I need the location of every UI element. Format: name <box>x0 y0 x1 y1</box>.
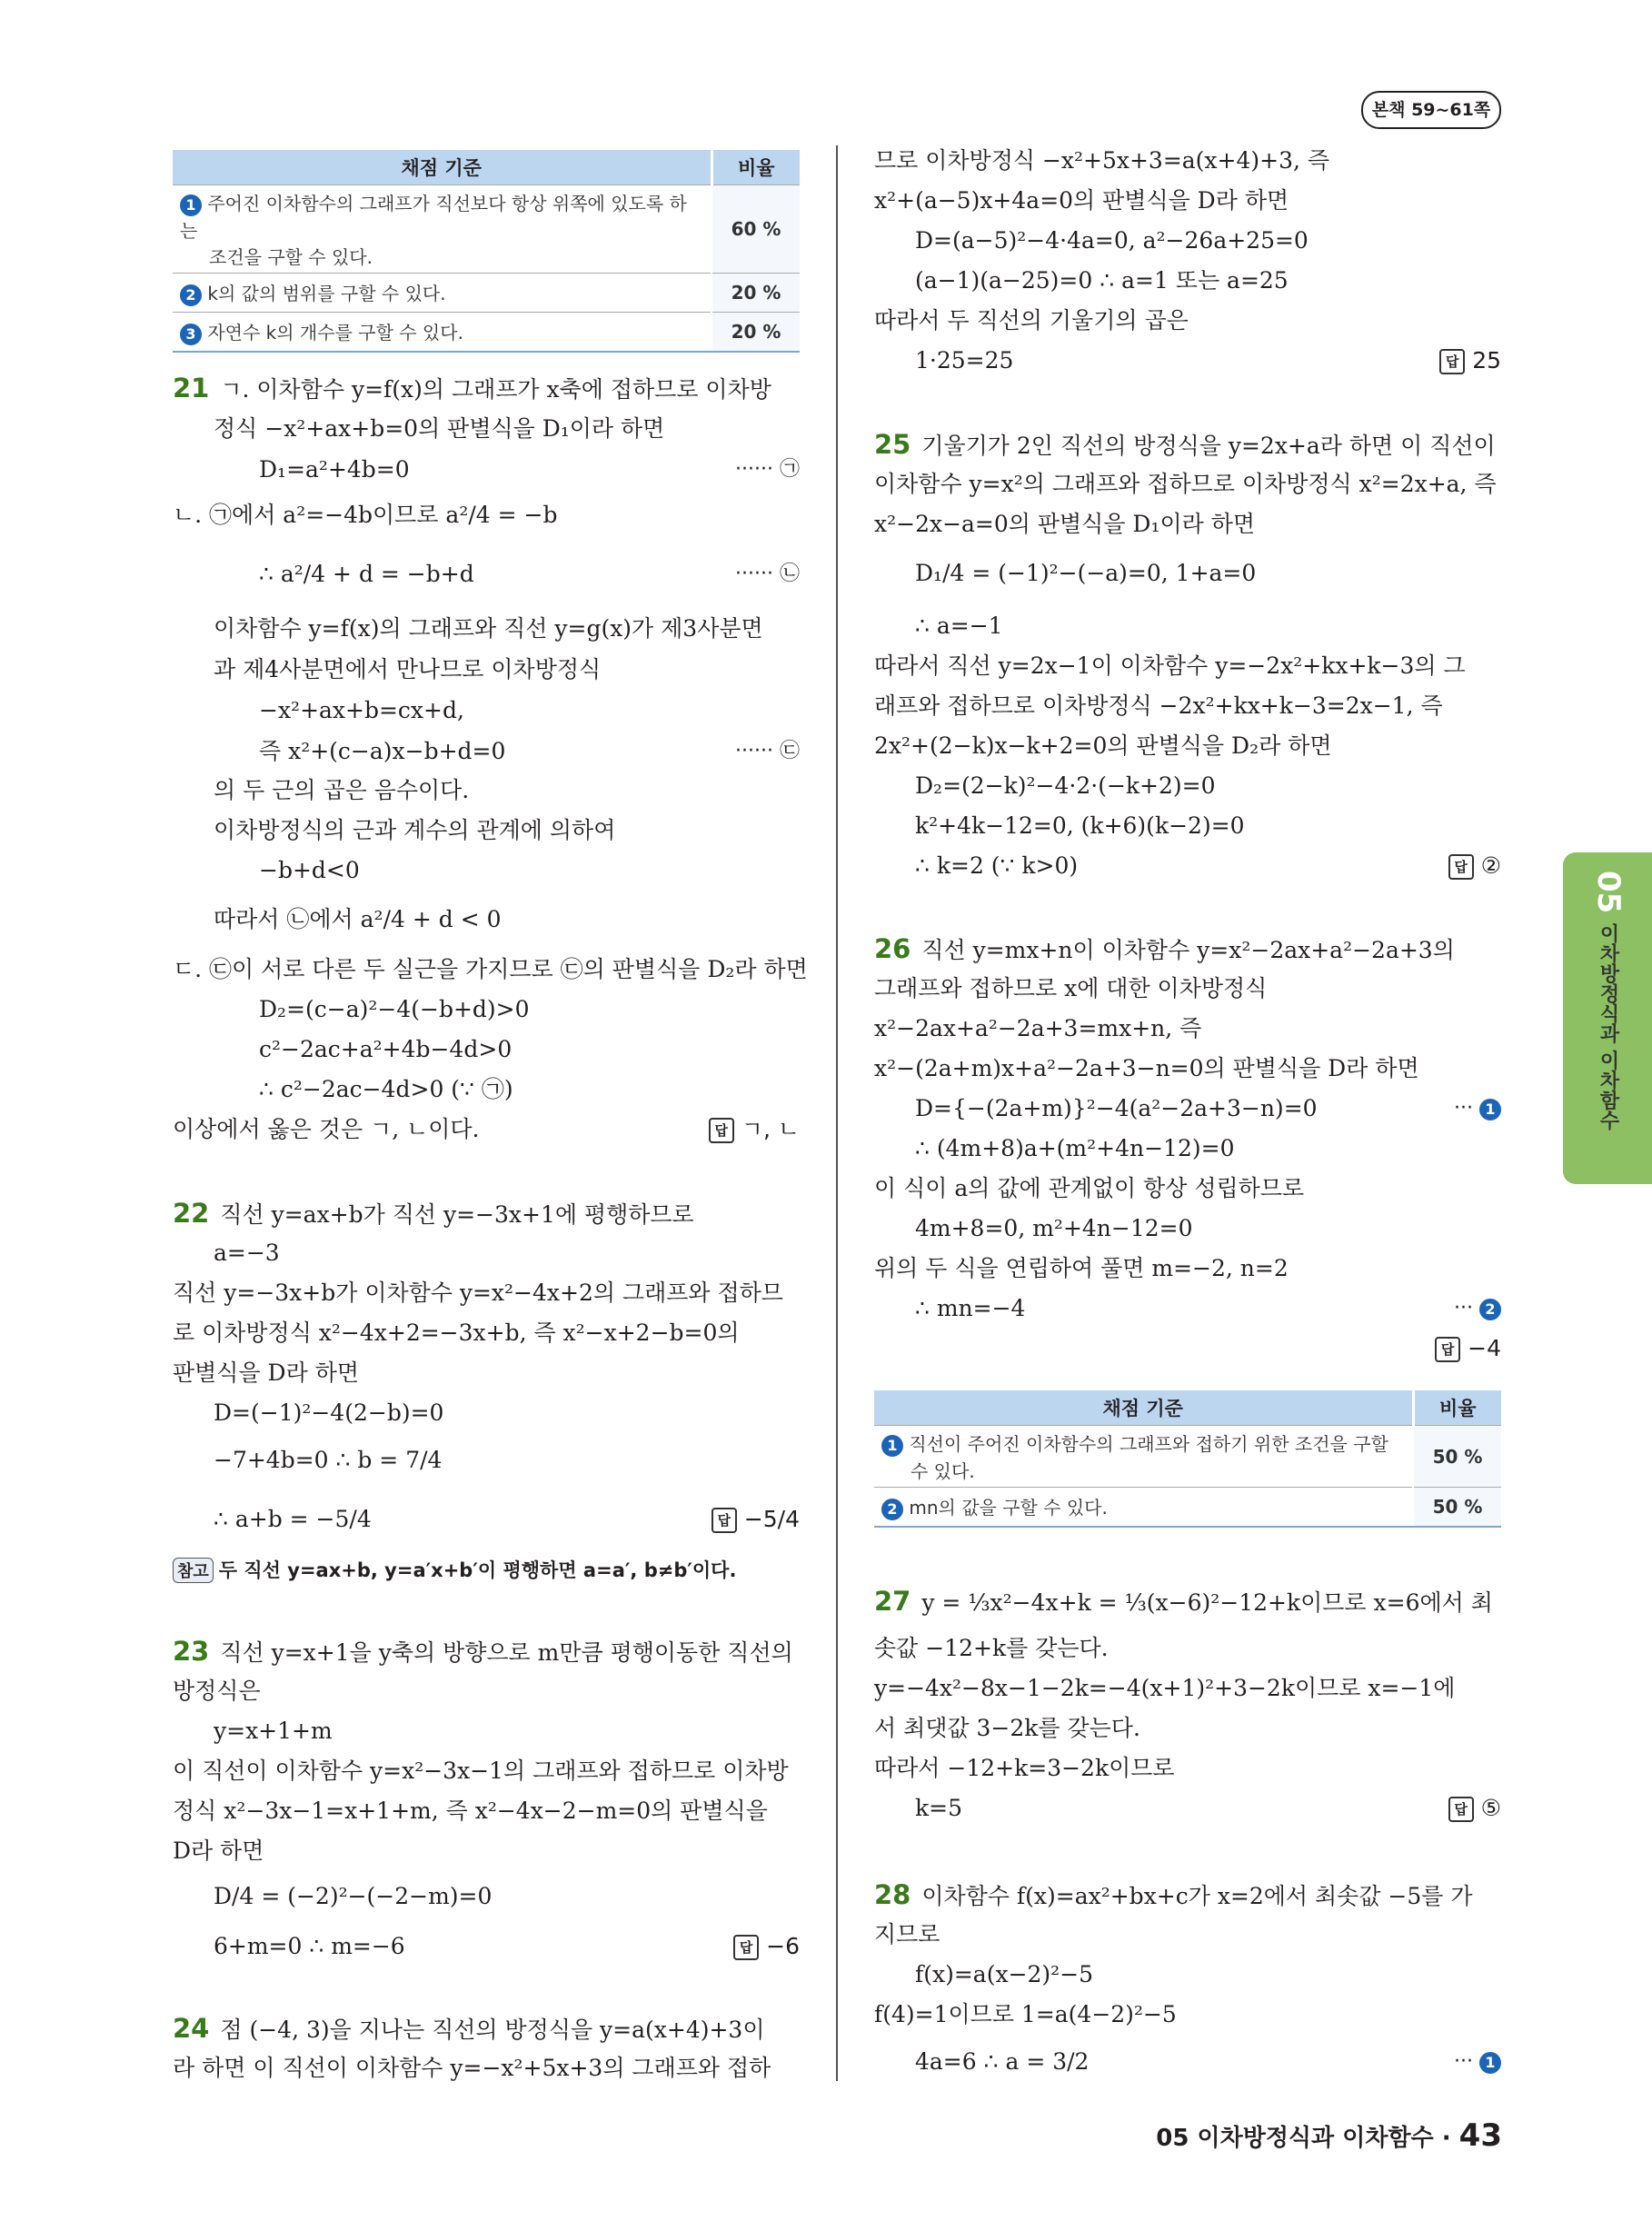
text-line: y=−4x²−8x−1−2k=−4(x+1)²+3−2k이므로 x=−1에 <box>874 1675 1456 1701</box>
table-row <box>173 185 800 274</box>
text-line: x²−2x−a=0의 판별식을 D₁이라 하면 <box>874 511 1256 537</box>
text-line <box>214 1931 800 1962</box>
table-row <box>173 313 800 353</box>
answer-mark-icon: 답 <box>709 1118 734 1143</box>
answer-value: −4 <box>1468 1335 1501 1361</box>
answer-22 <box>712 1504 800 1535</box>
answer-mark-icon: 답 <box>1435 1337 1460 1362</box>
equation: D₂=(2−k)²−4·2·(−k+2)=0 <box>915 772 1216 799</box>
text-line: 지므로 <box>874 1921 940 1947</box>
table-header-criteria: 채점 기준 <box>173 150 712 185</box>
answer-value: −6 <box>766 1933 800 1959</box>
equation: ∴ a+b = −5/4 <box>214 1506 372 1532</box>
reference-note <box>173 1556 736 1583</box>
problem-27 <box>874 1586 1501 1618</box>
page-number: 43 <box>1458 2117 1502 2154</box>
text-line: 따라서 두 직선의 기울기의 곱은 <box>874 307 1189 334</box>
text-line: D라 하면 <box>173 1838 264 1864</box>
problem-21 <box>173 373 800 405</box>
equation: ∴ a²/4 + d = −b+d <box>259 561 474 587</box>
answer-mark-icon: 답 <box>1448 854 1474 880</box>
text-line: ㄷ. ㉢이 서로 다른 두 실근을 가지므로 ㉢의 판별식을 D₂라 하면 <box>173 956 808 982</box>
text-line: 점 (−4, 3)을 지나는 직선의 방정식을 y=a(x+4)+3이 <box>220 2017 765 2043</box>
step-1-icon: 1 <box>1479 1099 1501 1120</box>
step-1-icon: 1 <box>1479 2052 1501 2074</box>
text-line: 이 직선이 이차함수 y=x²−3x−1의 그래프와 접하므로 이차방 <box>173 1758 789 1784</box>
grading-table-2 <box>874 1390 1501 1528</box>
answer-27 <box>1448 1793 1501 1824</box>
ratio-cell: 20 % <box>712 274 800 313</box>
answer-24 <box>1439 345 1501 376</box>
text-line: 위의 두 식을 연립하여 풀면 m=−2, n=2 <box>874 1255 1289 1281</box>
text-line <box>915 1093 1501 1124</box>
table-header-ratio: 비율 <box>712 150 800 185</box>
equation: 4a=6 ∴ a = 3/2 <box>915 2048 1090 2075</box>
table-row <box>874 1488 1501 1528</box>
equation: f(x)=a(x−2)²−5 <box>915 1961 1094 1987</box>
answer-23 <box>733 1931 800 1962</box>
criteria-text: 직선이 주어진 이차함수의 그래프와 접하기 위한 조건을 구할 <box>909 1433 1388 1455</box>
equation: (a−1)(a−25)=0 ∴ a=1 또는 a=25 <box>915 267 1289 294</box>
problem-24 <box>173 2013 800 2046</box>
criteria-text: mn의 값을 구할 수 있다. <box>909 1497 1108 1519</box>
chapter-side-tab <box>1563 852 1652 1184</box>
equation: ∴ k=2 (∵ k>0) <box>915 852 1079 879</box>
answer-mark-icon: 답 <box>712 1508 737 1533</box>
equation: D/4 = (−2)²−(−2−m)=0 <box>214 1883 493 1909</box>
text-line: 직선 y=−3x+b가 이차함수 y=x²−4x+2의 그래프와 접하므 <box>173 1280 783 1306</box>
answer-25 <box>1448 851 1501 881</box>
criteria-text: 자연수 k의 개수를 구할 수 있다. <box>207 322 463 344</box>
equation: −7+4b=0 ∴ b = 7/4 <box>214 1447 443 1473</box>
step-dots: ··· <box>1454 1097 1479 1120</box>
ratio-cell: 60 % <box>712 185 800 274</box>
step-marker-1 <box>1454 1093 1501 1124</box>
answer-value: ㄱ, ㄴ <box>741 1116 800 1142</box>
table-header-ratio: 비율 <box>1413 1390 1501 1426</box>
problem-number: 28 <box>874 1879 911 1910</box>
step-2-icon: 2 <box>180 284 202 306</box>
answer-mark-icon: 답 <box>1439 349 1465 374</box>
equation: 즉 x²+(c−a)x−b+d=0 <box>259 738 506 764</box>
text-line: ㄴ. ㉠에서 a²=−4b이므로 a²/4 = −b <box>173 502 558 528</box>
text-line <box>259 559 800 590</box>
answer-21 <box>709 1114 800 1145</box>
text-line <box>214 1504 800 1535</box>
step-1-icon: 1 <box>180 194 202 216</box>
answer-value: −5/4 <box>743 1506 800 1532</box>
text-line: 따라서 ㉡에서 a²/4 + d < 0 <box>214 906 502 932</box>
text-line <box>259 454 800 485</box>
conclusion: 이상에서 옳은 것은 ㄱ, ㄴ이다. <box>173 1116 480 1142</box>
step-dots: ··· <box>1454 1297 1479 1320</box>
column-divider <box>836 145 838 2081</box>
step-3-icon: 3 <box>180 324 202 345</box>
text-line <box>915 851 1501 881</box>
problem-28 <box>874 1879 1501 1912</box>
chapter-label: 이차방정식과 이차함수 <box>1597 923 1619 1130</box>
step-2-icon: 2 <box>881 1499 903 1520</box>
text-line <box>915 1793 1501 1824</box>
text-line: 그래프와 접하므로 x에 대한 이차방정식 <box>874 975 1268 1001</box>
answer-value: ② <box>1480 852 1501 879</box>
equation: −x²+ax+b=cx+d, <box>259 697 464 723</box>
problem-number: 26 <box>874 933 911 964</box>
equation: D=(−1)²−4(2−b)=0 <box>214 1399 444 1426</box>
step-dots: ··· <box>1454 2050 1479 2073</box>
equation: ∴ (4m+8)a+(m²+4n−12)=0 <box>915 1135 1235 1161</box>
step-2-icon: 2 <box>1479 1299 1501 1320</box>
equation: y=x+1+m <box>214 1718 333 1744</box>
equation: k=5 <box>915 1795 963 1821</box>
text-line: 방정식은 <box>173 1678 261 1704</box>
step-1-icon: 1 <box>881 1435 903 1457</box>
answer-mark-icon: 답 <box>733 1935 759 1960</box>
grading-table-1 <box>173 150 800 353</box>
problem-number: 27 <box>874 1586 911 1617</box>
text-line <box>915 345 1501 376</box>
equation: D₂=(c−a)²−4(−b+d)>0 <box>259 996 530 1022</box>
step-marker-2 <box>1454 1293 1501 1324</box>
text-line: 서 최댓값 3−2k를 갖는다. <box>874 1715 1140 1741</box>
answer-value: 25 <box>1472 347 1501 373</box>
equation-tag: ······ ㉢ <box>735 740 800 762</box>
text-line: 직선 y=ax+b가 직선 y=−3x+1에 평행하므로 <box>220 1201 694 1228</box>
answer-value: ⑤ <box>1480 1795 1501 1821</box>
table-header-criteria: 채점 기준 <box>874 1390 1413 1426</box>
criteria-text: 주어진 이차함수의 그래프가 직선보다 항상 위쪽에 있도록 하는 <box>180 193 687 242</box>
equation: D={−(2a+m)}²−4(a²−2a+3−n)=0 <box>915 1095 1318 1121</box>
text-line: f(4)=1이므로 1=a(4−2)²−5 <box>874 2001 1177 2027</box>
text-line: 따라서 직선 y=2x−1이 이차함수 y=−2x²+kx+k−3의 그 <box>874 652 1466 679</box>
text-line: 래프와 접하므로 이차방정식 −2x²+kx+k−3=2x−1, 즉 <box>874 692 1443 719</box>
text-line: 솟값 −12+k를 갖는다. <box>874 1635 1109 1661</box>
equation: x²−2ax+a²−2a+3=mx+n, 즉 <box>874 1015 1202 1041</box>
text-line: 이차함수 f(x)=ax²+bx+c가 x=2에서 최솟값 −5를 가 <box>921 1883 1473 1909</box>
equation-tag: ······ ㉠ <box>735 458 800 481</box>
problem-number: 22 <box>173 1198 210 1229</box>
criteria-text: 수 있다. <box>911 1460 975 1482</box>
text-line: 정식 x²−3x−1=x+1+m, 즉 x²−4x−2−m=0의 판별식을 <box>173 1798 768 1824</box>
text-line: 이 식이 a의 값에 관계없이 항상 성립하므로 <box>874 1175 1305 1201</box>
equation: D₁/4 = (−1)²−(−a)=0, 1+a=0 <box>915 560 1257 586</box>
problem-number: 24 <box>173 2013 210 2044</box>
text-line: 정식 −x²+ax+b=0의 판별식을 D₁이라 하면 <box>214 415 665 442</box>
text-line: 이차함수 y=f(x)의 그래프와 직선 y=g(x)가 제3사분면 <box>214 615 763 642</box>
problem-22 <box>173 1198 800 1230</box>
text-line: 판별식을 D라 하면 <box>173 1360 359 1386</box>
ratio-cell: 50 % <box>1413 1426 1501 1488</box>
problem-number: 21 <box>173 373 210 403</box>
equation: ∴ c²−2ac−4d>0 (∵ ㉠) <box>259 1076 513 1102</box>
equation: 6+m=0 ∴ m=−6 <box>214 1933 405 1959</box>
criteria-text: 조건을 구할 수 있다. <box>209 246 373 268</box>
problem-25 <box>874 429 1501 462</box>
problem-number: 25 <box>874 429 911 460</box>
left-column <box>173 0 808 2231</box>
equation: a=−3 <box>214 1240 280 1266</box>
text-line: 로 이차방정식 x²−4x+2=−3x+b, 즉 x²−x+2−b=0의 <box>173 1320 740 1346</box>
text-line: 이차함수 y=x²의 그래프와 접하므로 이차방정식 x²=2x+a, 즉 <box>874 471 1497 497</box>
right-column <box>874 0 1501 2231</box>
answer-26 <box>1435 1333 1501 1364</box>
text-line: 므로 이차방정식 −x²+5x+3=a(x+4)+3, 즉 <box>874 147 1330 174</box>
text-line <box>915 2047 1501 2077</box>
note-text: 두 직선 y=ax+b, y=a′x+b′이 평행하면 a=a′, b≠b′이다. <box>218 1559 737 1581</box>
equation: −b+d<0 <box>259 857 360 883</box>
equation: k²+4k−12=0, (k+6)(k−2)=0 <box>915 812 1245 839</box>
problem-number: 23 <box>173 1636 210 1667</box>
page-range-badge: 본책 59~61쪽 <box>1361 91 1501 129</box>
text-line <box>259 736 800 767</box>
text-line: 따라서 −12+k=3−2k이므로 <box>874 1755 1175 1781</box>
footer-chapter: 05 이차방정식과 이차함수 · <box>1156 2125 1451 2152</box>
text-line: y = ⅓x²−4x+k = ⅓(x−6)²−12+k이므로 x=6에서 최 <box>921 1589 1493 1616</box>
chapter-number: 05 <box>1590 871 1627 914</box>
problem-23 <box>173 1636 800 1668</box>
text-line: 기울기가 2인 직선의 방정식을 y=2x+a라 하면 이 직선이 <box>921 433 1496 459</box>
equation: D₁=a²+4b=0 <box>259 456 410 483</box>
criteria-text: k의 값의 범위를 구할 수 있다. <box>207 283 446 304</box>
equation: 4m+8=0, m²+4n−12=0 <box>915 1215 1193 1241</box>
note-tag: 참고 <box>173 1558 214 1583</box>
text-line: 2x²+(2−k)x−k+2=0의 판별식을 D₂라 하면 <box>874 732 1332 759</box>
step-marker-1 <box>1454 2047 1501 2077</box>
text-line: 직선 y=x+1을 y축의 방향으로 m만큼 평행이동한 직선의 <box>220 1639 793 1666</box>
table-row <box>874 1426 1501 1488</box>
equation: D=(a−5)²−4·4a=0, a²−26a+25=0 <box>915 227 1309 254</box>
text-line <box>915 1293 1501 1324</box>
text-line: 의 두 근의 곱은 음수이다. <box>214 777 470 803</box>
answer-mark-icon: 답 <box>1448 1797 1474 1822</box>
ratio-cell: 20 % <box>712 313 800 353</box>
equation: ∴ a=−1 <box>915 613 1003 639</box>
equation: c²−2ac+a²+4b−4d>0 <box>259 1036 513 1062</box>
equation-tag: ······ ㉡ <box>735 563 800 585</box>
ratio-cell: 50 % <box>1413 1488 1501 1528</box>
text-line: x²−(2a+m)x+a²−2a+3−n=0의 판별식을 D라 하면 <box>874 1055 1419 1081</box>
text-line: 직선 y=mx+n이 이차함수 y=x²−2ax+a²−2a+3의 <box>921 937 1455 963</box>
text-line: ㄱ. 이차함수 y=f(x)의 그래프가 x축에 접하므로 이차방 <box>220 376 771 403</box>
text-line: 라 하면 이 직선이 이차함수 y=−x²+5x+3의 그래프와 접하 <box>173 2055 771 2081</box>
text-line: 과 제4사분면에서 만나므로 이차방정식 <box>214 656 602 682</box>
equation: 1·25=25 <box>915 347 1014 373</box>
text-line <box>173 1114 800 1145</box>
text-line: 이차방정식의 근과 계수의 관계에 의하여 <box>214 817 616 843</box>
table-row <box>173 274 800 313</box>
equation: ∴ mn=−4 <box>915 1295 1026 1321</box>
page-footer <box>1156 2117 1502 2154</box>
text-line: x²+(a−5)x+4a=0의 판별식을 D라 하면 <box>874 187 1289 214</box>
problem-26 <box>874 933 1501 966</box>
